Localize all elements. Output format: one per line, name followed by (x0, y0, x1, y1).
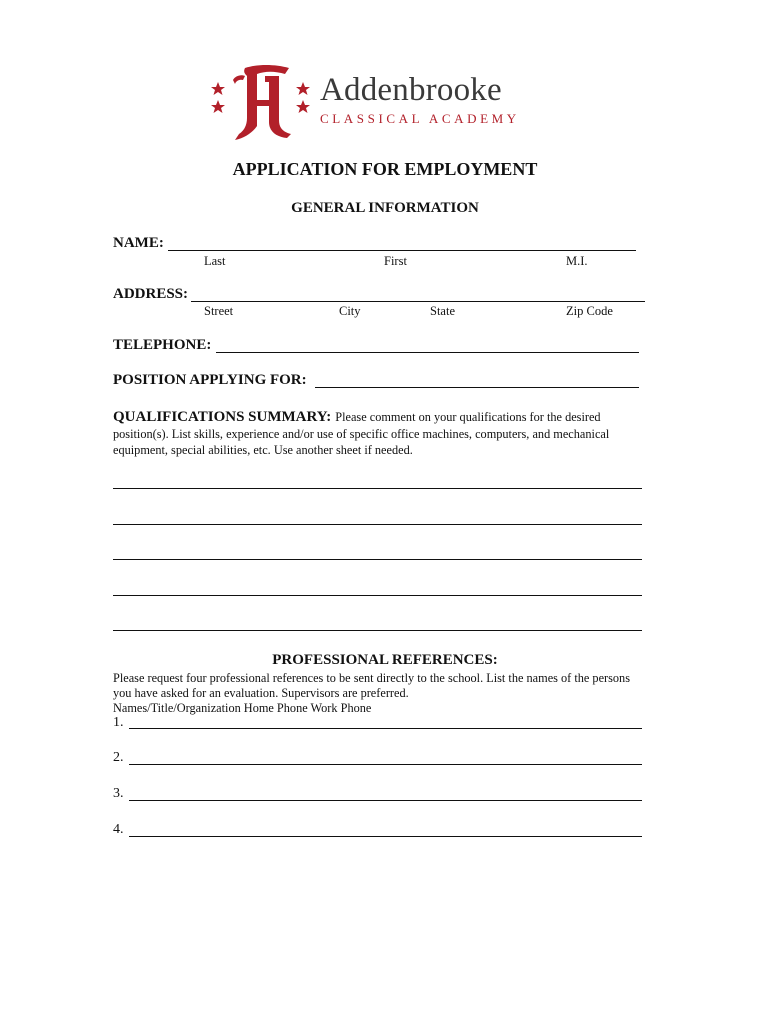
logo-name: Addenbrooke (320, 72, 502, 108)
reference-2-line[interactable] (129, 764, 642, 765)
star-icon (211, 82, 310, 113)
qualifications-answer-line[interactable] (113, 488, 642, 489)
qualifications-text-line-3: equipment, special abilities, etc. Use another sheet if needed. (113, 443, 413, 457)
reference-number-1: 1. (113, 715, 124, 730)
position-input-line[interactable] (315, 387, 639, 388)
name-sublabel-mi: M.I. (566, 254, 588, 268)
address-sublabel-zip: Zip Code (566, 304, 613, 318)
qualifications-text-line-2: position(s). List skills, experience and/or use of specific office machines, computers, and mechanical (113, 427, 610, 441)
section-heading-general: GENERAL INFORMATION (291, 200, 479, 216)
address-sublabel-street: Street (204, 304, 234, 318)
qualifications-label: QUALIFICATIONS SUMMARY: (113, 409, 332, 425)
reference-number-4: 4. (113, 822, 124, 837)
reference-number-3: 3. (113, 786, 124, 801)
name-sublabel-last: Last (204, 254, 226, 268)
reference-1-line[interactable] (129, 728, 642, 729)
address-sublabel-city: City (339, 304, 361, 318)
blackletter-a-icon (233, 65, 291, 140)
telephone-label: TELEPHONE: (113, 337, 212, 353)
references-text-line-2: you have asked for an evaluation. Supervisors are preferred. (113, 686, 409, 700)
qualifications-answer-line[interactable] (113, 595, 642, 596)
reference-4-line[interactable] (129, 836, 642, 837)
telephone-input-line[interactable] (216, 352, 639, 353)
name-sublabel-first: First (384, 254, 407, 268)
name-label: NAME: (113, 235, 164, 251)
address-sublabel-state: State (430, 304, 455, 318)
address-input-line[interactable] (191, 301, 645, 302)
qualifications-answer-line[interactable] (113, 524, 642, 525)
qualifications-instructions: Please comment on your qualifications for the desired (335, 410, 601, 424)
references-columns: Names/Title/Organization Home Phone Work Phone (113, 701, 372, 715)
position-label: POSITION APPLYING FOR: (113, 372, 307, 388)
references-text-line-1: Please request four professional references to be sent directly to the school. List the names of the persons (113, 671, 630, 685)
address-label: ADDRESS: (113, 286, 189, 302)
qualifications-header (113, 408, 601, 426)
reference-3-line[interactable] (129, 800, 642, 801)
page-title: APPLICATION FOR EMPLOYMENT (232, 159, 538, 179)
references-heading: PROFESSIONAL REFERENCES: (272, 652, 498, 668)
qualifications-answer-line[interactable] (113, 559, 642, 560)
logo-subtitle: CLASSICAL ACADEMY (320, 111, 520, 126)
name-input-line[interactable] (168, 250, 636, 251)
qualifications-answer-line[interactable] (113, 630, 642, 631)
reference-number-2: 2. (113, 750, 124, 765)
